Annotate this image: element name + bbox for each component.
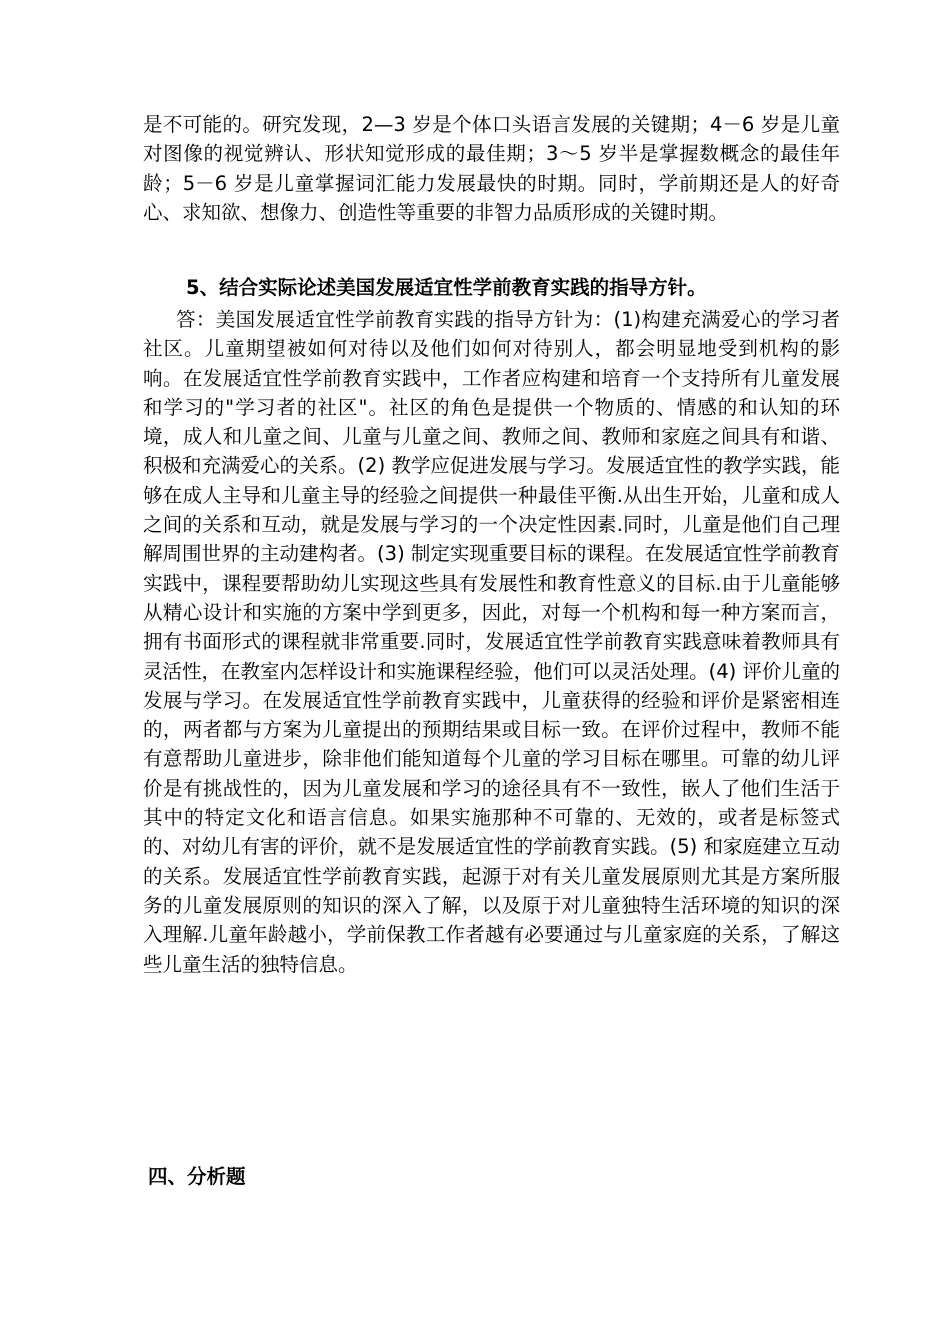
continuation-paragraph: 是不可能的。研究发现，2—3 岁是个体口头语言发展的关键期；4－6 岁是儿童对图像的视觉辨认、形状知觉形成的最佳期；3～5 岁半是掌握数概念的最佳年龄；5－6 岁是儿童掌握词汇能力发展最快的时期。同时，学前期还是人的好奇心、求知欲、想像力、创造性等重要的非智力品质形成的关键时期。	[143, 113, 840, 224]
question-5-heading: 5、结合实际论述美国发展适宜性学前教育实践的指导方针。	[186, 276, 707, 299]
section-4-heading: 四、分析题	[148, 1165, 246, 1188]
answer-5-paragraph: 答：美国发展适宜性学前教育实践的指导方针为：(1)构建充满爱心的学习者社区。儿童期望被如何对待以及他们如何对待别人，都会明显地受到机构的影响。在发展适宜性学前教育实践中，工作者应构建和培育一个支持所有儿童发展和学习的"学习者的社区"。社区的角色是提供一个物质的、情感的和认知的环境，成人和儿童之间、儿童与儿童之间、教师之间、教师和家庭之间具有和谐、积极和充满爱心的关系。(2) 教学应促进发展与学习。发展适宜性的教学实践，能够在成人主导和儿童主导的经验之间提供一种最佳平衡.从出生开始，儿童和成人之间的关系和互动，就是发展与学习的一个决定性因素.同时，儿童是他们自己理解周围世界的主动建构者。(3) 制定实现重要目标的课程。在发展适宜性学前教育实践中，课程要帮助幼儿实现这些具有发展性和教育性意义的目标.由于儿童能够从精心设计和实施的方案中学到更多，因此，对每一个机构和每一种方案而言，拥有书面形式的课程就非常重要.同时，发展适宜性学前教育实践意味着教师具有灵活性，在教室内怎样设计和实施课程经验，他们可以灵活处理。(4) 评价儿童的发展与学习。在发展适宜性学前教育实践中，儿童获得的经验和评价是紧密相连的，两者都与方案为儿童提出的预期结果或目标一致。在评价过程中，教师不能有意帮助儿童进步，除非他们能知道每个儿童的学习目标在哪里。可靠的幼儿评价是有挑战性的，因为儿童发展和学习的途径具有不一致性，嵌人了他们生活于其中的特定文化和语言信息。如果实施那种不可靠的、无效的，或者是标签式的、对幼儿有害的评价，就不是发展适宜性的学前教育实践。(5) 和家庭建立互动的关系。发展适宜性学前教育实践，起源于对有关儿童发展原则尤其是方案所服务的儿童发展原则的知识的深入了解，以及原于对儿童独特生活环境的知识的深入理解.儿童年龄越小，学前保教工作者越有必要通过与儿童家庭的关系，了解这些儿童生活的独特信息。	[143, 308, 840, 976]
